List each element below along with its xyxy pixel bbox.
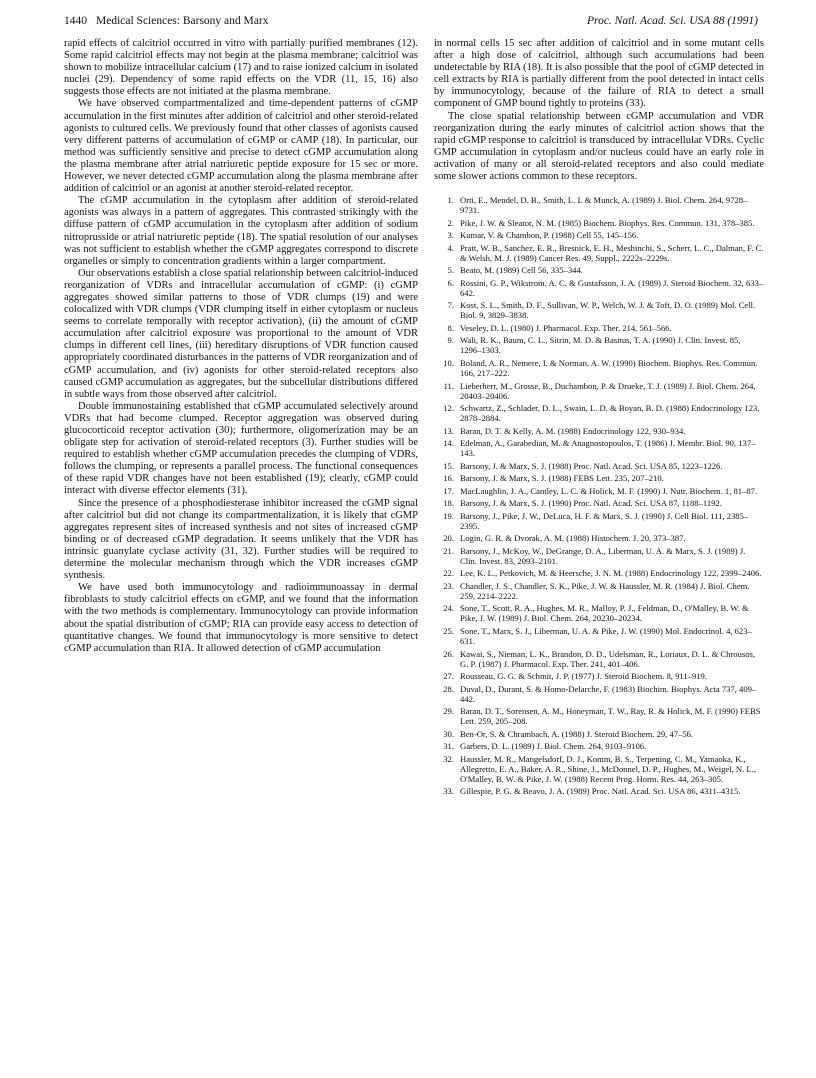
section-title: Medical Sciences: Barsony and Marx: [96, 15, 269, 27]
reference-text: Rousseau, G. G. & Schmit, J. P. (1977) J. Steroid Biochem. 8, 911–919.: [460, 671, 707, 682]
reference-list: [434, 195, 764, 796]
paragraph: Since the presence of a phosphodiesterase inhibitor increased the cGMP signal after calcitriol but did not change its compartmentalization, it is likely that cGMP aggregates represent sites of increased synthesis and not sites of increased cGMP binding or of decreased cGMP degradation. It seems unlikely that the VDR has intrinsic guanylate cyclase activity (31, 32). Further studies will be required to determine the molecular mechanism through which the VDR increases cGMP synthesis.: [64, 497, 418, 582]
reference-item: [434, 486, 764, 496]
reference-text: Barsony, J. & Marx, S. J. (1988) Proc. Natl. Acad. Sci. USA 85, 1223–1226.: [460, 460, 723, 471]
reference-text: Login, G. R. & Dvorak, A. M. (1988) Histochem. J. 20, 373–387.: [460, 533, 686, 544]
paragraph: Our observations establish a close spatial relationship between calcitriol-induced reorganization of VDRs and intracellular accumulation of cGMP: (i) cGMP aggregates showed similar patterns to those of VDR clumps (19) and were colocalized with VDR clumps (VDR clumping itself in either cytoplasm or nucleus seems to correlate temporally with receptor activation), (ii) the amount of cGMP accumulation after calcitriol exposure was proportional to the amount of VDR clumps in different cell lines, (iii) hereditary disruptions of VDR function caused appropriately coordinated disturbances in the patterns of VDR reorganization and of cGMP accumulation, and (iv) agonists for other steroid-related receptors also caused cGMP accumulation as aggregates, but the subcellular distributions differed in subtle ways from those observed after calcitriol.: [64, 267, 418, 400]
left-column: [64, 38, 418, 655]
reference-number: 13.: [443, 425, 454, 436]
reference-text: Gillespie, P. G. & Beavo, J. A. (1989) Proc. Natl. Acad. Sci. USA 86, 4311–4315.: [460, 786, 741, 797]
paragraph: The close spatial relationship between cGMP accumulation and VDR reorganization during the early minutes of calcitriol action shows that the rapid cGMP response to calcitriol is transduced by intracellular VDRs. Cyclic GMP accumulation in cytoplasm and/or nucleus could have an early role in activation of many or all steroid-related receptors and also could mediate some slower actions common to these receptors.: [434, 110, 764, 183]
reference-text: Baran, D. T. & Kelly, A. M. (1988) Endocrinology 122, 930–934.: [460, 425, 686, 436]
page-number: 1440: [64, 15, 87, 27]
reference-text: Lieberherr, M., Grosse, B., Duchambon, P. & Drueke, T. J. (1989) J. Biol. Chem. 264, 20403–20406.: [460, 380, 756, 401]
reference-item: [434, 568, 764, 578]
reference-item: [434, 218, 764, 228]
reference-number: 14.: [443, 438, 454, 449]
reference-number: 4.: [447, 242, 454, 253]
right-column: [434, 38, 764, 799]
reference-item: [434, 300, 764, 320]
reference-text: Kumar, V. & Chambon, P. (1988) Cell 55, 145–156.: [460, 230, 639, 241]
reference-number: 12.: [443, 403, 454, 414]
reference-item: [434, 195, 764, 215]
reference-item: [434, 603, 764, 623]
reference-item: [434, 498, 764, 508]
reference-text: Sone, T., Scott, R. A., Hughes, M. R., Malloy, P. J., Feldman, D., O'Malley, B. W. & Pike, J. W. (1989) J. Biol. Chem. 264, 20230–20234.: [460, 603, 749, 624]
reference-item: [434, 403, 764, 423]
reference-text: Barsony, J. & Marx, S. J. (1988) FEBS Lett. 235, 207–210.: [460, 473, 664, 484]
reference-text: Duval, D., Durant, S. & Homo-Delarche, F. (1983) Biochim. Biophys. Acta 737, 409–442.: [460, 683, 757, 704]
reference-number: 22.: [443, 568, 454, 579]
reference-number: 6.: [447, 277, 454, 288]
reference-number: 31.: [443, 741, 454, 752]
reference-item: [434, 706, 764, 726]
reference-number: 10.: [443, 357, 454, 368]
reference-item: [434, 335, 764, 355]
reference-text: Pratt, W. B., Sanchez, E. R., Bresnick, E. H., Meshinchi, S., Scherr, L. C., Dalman, F. C. & Welsh, M. J. (1989) Cancer Res. 49, Suppl., 2222s–2229s.: [460, 242, 764, 263]
reference-text: Garbers, D. L. (1989) J. Biol. Chem. 264, 9103–9106.: [460, 741, 647, 752]
paragraph: We have observed compartmentalized and time-dependent patterns of cGMP accumulation in the first minutes after addition of calcitriol and other steroid-related agonists to cultured cells. We previously found that other classes of agonists caused very different patterns of accumulation of cGMP or cAMP (18). In particular, our method was sufficiently sensitive and precise to detect cGMP accumulation along the plasma membrane after atrial natriuretic peptide exposure for 15 sec or more. However, we never detected cGMP accumulation along the plasma membrane after addition of calcitriol or an agonist at another steroid-related receptor.: [64, 98, 418, 195]
reference-item: [434, 684, 764, 704]
reference-number: 18.: [443, 498, 454, 509]
reference-item: [434, 626, 764, 646]
reference-text: Barsony, J., McKoy, W., DeGrange, D. A., Liberman, U. A. & Marx, S. J. (1989) J. Clin. Invest. 83, 2093–2101.: [460, 545, 746, 566]
reference-item: [434, 511, 764, 531]
reference-number: 24.: [443, 603, 454, 614]
reference-text: Baran, D. T., Sorensen, A. M., Honeyman, T. W., Ray, R. & Holick, M. F. (1990) FEBS Lett. 259, 205–208.: [460, 706, 761, 727]
reference-item: [434, 671, 764, 681]
reference-item: [434, 461, 764, 471]
reference-number: 17.: [443, 485, 454, 496]
reference-text: Lee, K. L., Petkovich, M. & Heersche, J. N. M. (1988) Endocrinology 122, 2399–2406.: [460, 568, 762, 579]
reference-item: [434, 323, 764, 333]
paragraph: Double immunostaining established that cGMP accumulated selectively around VDRs that had become clumped. Receptor aggregation was observed during glucocorticoid receptor activation (30); furthermore, oligomerization may be an obligate step for activation of steroid-related receptors (3). Further studies will be required to establish whether cGMP accumulation precedes the clumping of VDRs, follows the clumping, or represents a parallel process. The functional consequences of these rapid VDR changes have not been established (19); clearly, cGMP could interact with diverse effector elements (31).: [64, 400, 418, 497]
reference-item: [434, 230, 764, 240]
reference-text: Orti, E., Mendel, D. B., Smith, L. I. & Munck, A. (1989) J. Biol. Chem. 264, 9728–9731.: [460, 195, 748, 216]
reference-item: [434, 741, 764, 751]
paragraph: We have used both immunocytology and radioimmunoassay in dermal fibroblasts to study calcitriol effects on cGMP, and we found that the information with the two methods is complementary. Immunocytology can provide information about the spatial distribution of cGMP; RIA can provide easy access to detection of quantitative changes. We found that immunocytology is more sensitive to detect cGMP accumulation than RIA. It allowed detection of cGMP accumulation: [64, 582, 418, 654]
reference-number: 28.: [443, 683, 454, 694]
reference-text: Schwartz, Z., Schlader, D. L., Swain, L. D. & Boyan, B. D. (1988) Endocrinology 123, 2878–2884.: [460, 403, 760, 424]
reference-number: 5.: [447, 265, 454, 276]
reference-number: 33.: [443, 786, 454, 797]
reference-text: Boland, A. R., Nemere, I. & Norman, A. W. (1990) Biochem. Biophys. Res. Commun. 166, 217–222.: [460, 357, 758, 379]
reference-text: Veseley, D. L. (1980) J. Pharmacol. Exp. Ther. 214, 561–566.: [460, 322, 672, 333]
reference-text: Beato, M. (1989) Cell 56, 335–344.: [460, 265, 583, 276]
reference-text: Kost, S. L., Smith, D. F., Sullivan, W. P., Welch, W. J. & Toft, D. O. (1989) Mol. Cell. Biol. 9, 3829–3838.: [460, 300, 756, 321]
reference-item: [434, 381, 764, 401]
reference-number: 26.: [443, 648, 454, 659]
reference-item: [434, 786, 764, 796]
reference-text: Barsony, J. & Marx, S. J. (1990) Proc. Natl. Acad. Sci. USA 87, 1188–1192.: [460, 498, 722, 509]
reference-text: Pike, J. W. & Sleator, N. M. (1985) Biochem. Biophys. Res. Commun. 131, 378–385.: [460, 217, 755, 228]
reference-item: [434, 729, 764, 739]
reference-text: MacLaughlin, J. A., Cantley, L. C. & Holick, M. F. (1990) J. Nutr. Biochem. 1, 81–87.: [460, 485, 758, 496]
reference-number: 11.: [443, 380, 454, 391]
reference-item: [434, 533, 764, 543]
reference-item: [434, 581, 764, 601]
reference-number: 25.: [443, 625, 454, 636]
reference-item: [434, 546, 764, 566]
reference-number: 16.: [443, 473, 454, 484]
reference-number: 29.: [443, 706, 454, 717]
reference-item: [434, 243, 764, 263]
reference-item: [434, 473, 764, 483]
reference-item: [434, 265, 764, 275]
reference-text: Kawai, S., Nieman, L. K., Brandon, D. D., Udelsman, R., Loriaux, D. L. & Chrousos, G. P. (1987) J. Pharmacol. Exp. Ther. 241, 401–406.: [460, 648, 756, 669]
reference-text: Barsony, J., Pike, J. W., DeLuca, H. F. & Marx, S. J. (1990) J. Cell Biol. 111, 2385–2395.: [460, 510, 749, 531]
reference-number: 21.: [443, 545, 454, 556]
reference-text: Edelman, A., Garabedian, M. & Anagnostopoulos, T. (1986) J. Membr. Biol. 90, 137–143.: [460, 438, 756, 459]
reference-text: Chandler, J. S., Chandler, S. K., Pike, J. W. & Haussler, M. R. (1984) J. Biol. Chem. 259, 2214–2222.: [460, 580, 750, 601]
reference-item: [434, 649, 764, 669]
reference-text: Ben-Or, S. & Chrambach, A. (1988) J. Steroid Biochem. 29, 47–56.: [460, 728, 694, 739]
reference-number: 3.: [447, 230, 454, 241]
reference-number: 9.: [447, 335, 454, 346]
reference-number: 15.: [443, 460, 454, 471]
reference-number: 32.: [443, 753, 454, 764]
reference-item: [434, 754, 764, 784]
reference-number: 27.: [443, 671, 454, 682]
paragraph: The cGMP accumulation in the cytoplasm after addition of steroid-related agonists was always in a pattern of aggregates. This contrasted strikingly with the diffuse pattern of cGMP accumulation in the cytoplasm after addition of sodium nitroprusside or atrial natriuretic peptide (18). The spatial resolution of our analyses was not sufficient to establish whether the cGMP aggregates correspond to discrete organelles or simply to concentration gradients within a larger compartment.: [64, 195, 418, 267]
reference-text: Sone, T., Marx, S. J., Liberman, U. A. & Pike, J. W. (1990) Mol. Endocrinol. 4, 623–631.: [460, 625, 752, 647]
reference-item: [434, 438, 764, 458]
reference-item: [434, 358, 764, 378]
reference-number: 2.: [447, 217, 454, 228]
reference-number: 20.: [443, 533, 454, 544]
reference-number: 7.: [447, 300, 454, 311]
reference-item: [434, 426, 764, 436]
journal-citation: Proc. Natl. Acad. Sci. USA 88 (1991): [587, 15, 758, 27]
reference-number: 8.: [447, 322, 454, 333]
page-header: [0, 0, 816, 40]
reference-number: 19.: [443, 510, 454, 521]
reference-number: 1.: [447, 195, 454, 206]
reference-number: 30.: [443, 728, 454, 739]
reference-item: [434, 278, 764, 298]
reference-text: Rossini, G. P., Wikstrom, A. C. & Gustafsson, J. A. (1989) J. Steroid Biochem. 32, 633–642.: [460, 277, 764, 298]
reference-number: 23.: [443, 580, 454, 591]
reference-text: Wali, R. K., Baum, C. L., Sitrin, M. D. & Basitus, T. A. (1990) J. Clin. Invest. 85, 1296–1303.: [460, 335, 741, 356]
paragraph: in normal cells 15 sec after addition of calcitriol and in some mutant cells after a high dose of calcitriol, although such accumulations had been undetectable by RIA (18). It is also possible that the pool of cGMP detected in cell extracts by RIA is partially different from the pool detected in intact cells by immunocytology, because of the failure of RIA to detect a small component of GMP bound tightly to proteins (33).: [434, 38, 764, 110]
paragraph: rapid effects of calcitriol occurred in vitro with partially purified membranes (12). Some rapid calcitriol effects may not begin at the plasma membrane; calcitriol was shown to mobilize intracellular calcium (17) and to raise ionized calcium in isolated nuclei (29). Dependency of some rapid effects on the VDR (11, 15, 16) also suggests those effects are not initiated at the plasma membrane.: [64, 38, 418, 98]
reference-text: Haussler, M. R., Mangelsdorf, D. J., Komm, B. S., Terpening, C. M., Yamaoka, K., Allegretto, E. A., Baker, A. R., Shine, J., McDonnel, D. P., Hughes, M., Weigel, N. L., O'Malley, B. W. & Pike, J. W. (1988) Recent Prog. Horm. Res. 44, 263–305.: [460, 753, 756, 784]
